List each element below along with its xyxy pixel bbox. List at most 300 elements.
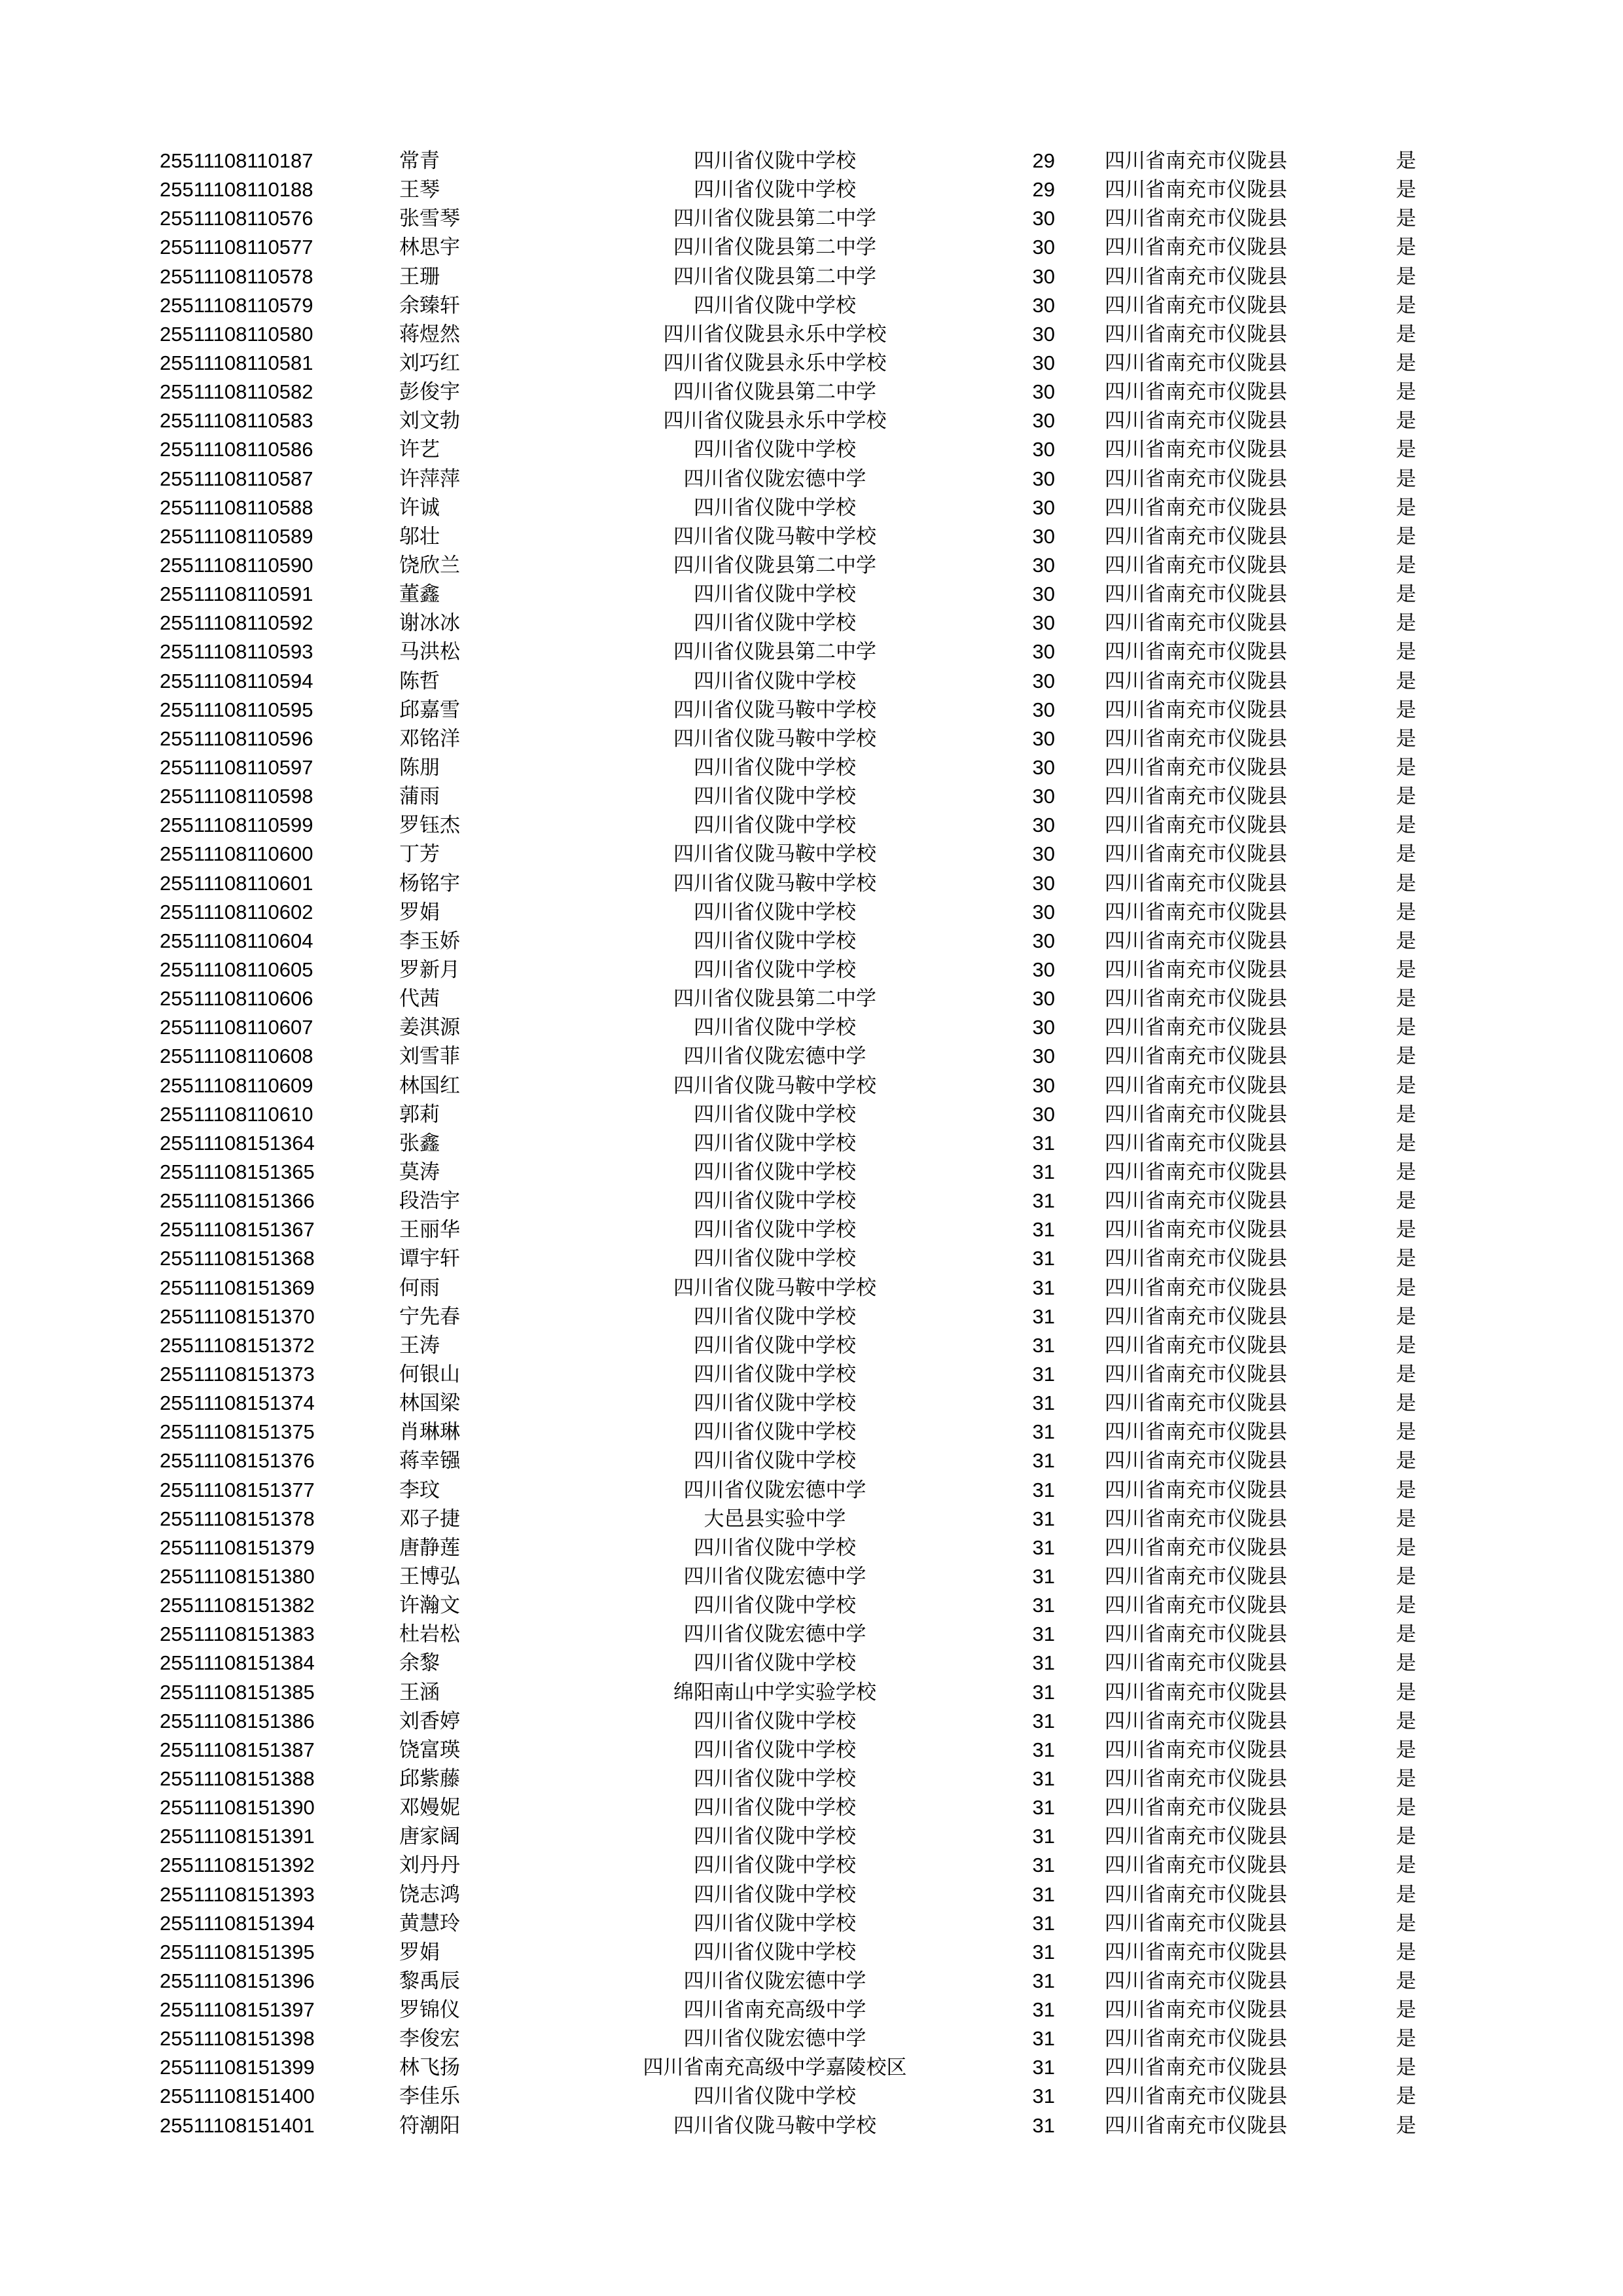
student-name-cell: 何银山 [399, 1362, 460, 1386]
student-name-cell: 邓嫚妮 [399, 1796, 460, 1820]
student-name-cell: 饶欣兰 [399, 554, 460, 578]
school-cell: 四川省仪陇中学校 [694, 1449, 856, 1473]
region-cell: 四川省南充市仪陇县 [1105, 524, 1287, 548]
school-cell: 绵阳南山中学实验学校 [673, 1680, 876, 1704]
school-cell: 四川省仪陇中学校 [694, 1882, 856, 1907]
region-cell: 四川省南充市仪陇县 [1105, 1767, 1287, 1791]
status-flag-cell: 是 [1396, 1969, 1416, 1993]
exam-id-cell: 25511108110610 [160, 1102, 313, 1126]
student-name-cell: 常青 [399, 149, 440, 173]
table-row [160, 1389, 1423, 1418]
school-cell: 四川省仪陇马鞍中学校 [673, 726, 876, 751]
region-cell: 四川省南充市仪陇县 [1105, 2113, 1287, 2138]
exam-id-cell: 25511108110586 [160, 438, 313, 461]
student-name-cell: 李俊宏 [399, 2027, 460, 2051]
status-flag-cell: 是 [1396, 236, 1416, 260]
table-row [160, 349, 1423, 378]
exam-id-cell: 25511108151366 [160, 1189, 315, 1213]
school-cell: 四川省仪陇中学校 [694, 178, 856, 202]
school-cell: 四川省仪陇宏德中学 [683, 467, 866, 491]
score-cell: 30 [1032, 293, 1055, 317]
score-cell: 30 [1032, 929, 1055, 952]
student-name-cell: 王丽华 [399, 1218, 460, 1242]
student-name-cell: 邱紫藤 [399, 1767, 460, 1791]
school-cell: 四川省仪陇中学校 [694, 1247, 856, 1271]
student-name-cell: 姜淇源 [399, 1016, 460, 1040]
exam-id-cell: 25511108151373 [160, 1362, 315, 1386]
school-cell: 四川省仪陇中学校 [694, 611, 856, 636]
school-cell: 四川省仪陇中学校 [694, 1594, 856, 1618]
status-flag-cell: 是 [1396, 1276, 1416, 1300]
status-flag-cell: 是 [1396, 178, 1416, 202]
region-cell: 四川省南充市仪陇县 [1105, 293, 1287, 317]
status-flag-cell: 是 [1396, 1594, 1416, 1618]
student-name-cell: 罗新月 [399, 958, 460, 982]
status-flag-cell: 是 [1396, 1998, 1416, 2022]
exam-id-cell: 25511108151393 [160, 1882, 315, 1906]
status-flag-cell: 是 [1396, 900, 1416, 924]
score-cell: 30 [1032, 669, 1055, 692]
status-flag-cell: 是 [1396, 1478, 1416, 1502]
student-name-cell: 林思宇 [399, 236, 460, 260]
exam-id-cell: 25511108151399 [160, 2056, 315, 2079]
school-cell: 四川省仪陇中学校 [694, 1796, 856, 1820]
exam-id-cell: 25511108151394 [160, 1911, 315, 1935]
exam-id-cell: 25511108151368 [160, 1247, 315, 1270]
exam-id-cell: 25511108151387 [160, 1738, 315, 1761]
region-cell: 四川省南充市仪陇县 [1105, 1420, 1287, 1444]
score-cell: 31 [1032, 1969, 1055, 1992]
table-row [160, 1158, 1423, 1187]
table-row [160, 1562, 1423, 1591]
region-cell: 四川省南充市仪陇县 [1105, 1564, 1287, 1588]
region-cell: 四川省南充市仪陇县 [1105, 1623, 1287, 1647]
score-cell: 31 [1032, 1998, 1055, 2022]
table-row [160, 1071, 1423, 1100]
region-cell: 四川省南充市仪陇县 [1105, 1333, 1287, 1357]
score-cell: 31 [1032, 1738, 1055, 1761]
status-flag-cell: 是 [1396, 1911, 1416, 1935]
table-row [160, 1100, 1423, 1129]
exam-id-cell: 25511108110591 [160, 583, 313, 606]
exam-id-cell: 25511108110599 [160, 814, 313, 837]
table-row [160, 840, 1423, 869]
region-cell: 四川省南充市仪陇县 [1105, 1391, 1287, 1416]
region-cell: 四川省南充市仪陇县 [1105, 1796, 1287, 1820]
student-name-cell: 林飞扬 [399, 2056, 460, 2080]
exam-id-cell: 25511108110592 [160, 611, 313, 635]
table-row [160, 1273, 1423, 1302]
score-cell: 30 [1032, 842, 1055, 866]
school-cell: 四川省仪陇中学校 [694, 1825, 856, 1849]
school-cell: 四川省仪陇宏德中学 [683, 1969, 866, 1993]
exam-id-cell: 25511108110577 [160, 236, 313, 259]
student-name-cell: 林国梁 [399, 1391, 460, 1416]
table-row [160, 2053, 1423, 2082]
region-cell: 四川省南充市仪陇县 [1105, 2085, 1287, 2109]
region-cell: 四川省南充市仪陇县 [1105, 207, 1287, 231]
student-name-cell: 罗娟 [399, 900, 440, 924]
school-cell: 四川省仪陇马鞍中学校 [673, 524, 876, 548]
region-cell: 四川省南充市仪陇县 [1105, 1362, 1287, 1386]
region-cell: 四川省南充市仪陇县 [1105, 785, 1287, 809]
region-cell: 四川省南充市仪陇县 [1105, 380, 1287, 404]
school-cell: 四川省仪陇中学校 [694, 1651, 856, 1676]
exam-id-cell: 25511108110587 [160, 467, 313, 490]
exam-id-cell: 25511108110609 [160, 1073, 313, 1097]
score-cell: 31 [1032, 1535, 1055, 1559]
exam-id-cell: 25511108110604 [160, 929, 313, 952]
score-cell: 30 [1032, 322, 1055, 346]
school-cell: 四川省仪陇中学校 [694, 814, 856, 838]
status-flag-cell: 是 [1396, 380, 1416, 404]
region-cell: 四川省南充市仪陇县 [1105, 1102, 1287, 1126]
table-row [160, 1707, 1423, 1736]
school-cell: 四川省仪陇中学校 [694, 1304, 856, 1329]
status-flag-cell: 是 [1396, 785, 1416, 809]
exam-id-cell: 25511108110606 [160, 987, 313, 1011]
status-flag-cell: 是 [1396, 495, 1416, 520]
status-flag-cell: 是 [1396, 2056, 1416, 2080]
school-cell: 四川省仪陇中学校 [694, 785, 856, 809]
score-cell: 31 [1032, 1160, 1055, 1183]
score-cell: 30 [1032, 900, 1055, 924]
score-cell: 30 [1032, 380, 1055, 404]
region-cell: 四川省南充市仪陇县 [1105, 554, 1287, 578]
exam-id-cell: 25511108110593 [160, 640, 313, 664]
region-cell: 四川省南充市仪陇县 [1105, 264, 1287, 289]
exam-id-cell: 25511108151400 [160, 2085, 315, 2108]
student-name-cell: 刘雪菲 [399, 1045, 460, 1069]
student-name-cell: 张鑫 [399, 1131, 440, 1155]
school-cell: 四川省仪陇马鞍中学校 [673, 2113, 876, 2138]
region-cell: 四川省南充市仪陇县 [1105, 1969, 1287, 1993]
exam-id-cell: 25511108151378 [160, 1507, 315, 1530]
status-flag-cell: 是 [1396, 1016, 1416, 1040]
status-flag-cell: 是 [1396, 524, 1416, 548]
exam-id-cell: 25511108110582 [160, 380, 313, 404]
status-flag-cell: 是 [1396, 1854, 1416, 1878]
exam-id-cell: 25511108110607 [160, 1016, 313, 1039]
status-flag-cell: 是 [1396, 640, 1416, 664]
score-cell: 30 [1032, 987, 1055, 1011]
exam-id-cell: 25511108110588 [160, 495, 313, 519]
school-cell: 四川省仪陇县第二中学 [673, 554, 876, 578]
table-row [160, 869, 1423, 898]
score-cell: 31 [1032, 1247, 1055, 1270]
school-cell: 四川省仪陇中学校 [694, 958, 856, 982]
score-cell: 31 [1032, 1825, 1055, 1848]
region-cell: 四川省南充市仪陇县 [1105, 1738, 1287, 1762]
status-flag-cell: 是 [1396, 814, 1416, 838]
exam-id-cell: 25511108151379 [160, 1535, 315, 1559]
table-row [160, 1793, 1423, 1822]
exam-id-cell: 25511108151364 [160, 1131, 315, 1155]
table-row [160, 175, 1423, 204]
table-row [160, 1013, 1423, 1042]
student-name-cell: 蒋幸镪 [399, 1449, 460, 1473]
status-flag-cell: 是 [1396, 322, 1416, 346]
table-row [160, 1822, 1423, 1851]
exam-id-cell: 25511108151365 [160, 1160, 315, 1183]
status-flag-cell: 是 [1396, 149, 1416, 173]
student-name-cell: 陈朋 [399, 756, 440, 780]
region-cell: 四川省南充市仪陇县 [1105, 669, 1287, 693]
school-cell: 四川省仪陇中学校 [694, 1016, 856, 1040]
region-cell: 四川省南充市仪陇县 [1105, 1045, 1287, 1069]
status-flag-cell: 是 [1396, 293, 1416, 317]
table-row [160, 2024, 1423, 2053]
table-row [160, 1880, 1423, 1909]
region-cell: 四川省南充市仪陇县 [1105, 2056, 1287, 2080]
school-cell: 四川省仪陇中学校 [694, 1102, 856, 1126]
score-cell: 30 [1032, 958, 1055, 981]
student-name-cell: 罗钰杰 [399, 814, 460, 838]
table-row [160, 956, 1423, 984]
school-cell: 四川省仪陇马鞍中学校 [673, 1073, 876, 1098]
school-cell: 四川省仪陇宏德中学 [683, 2027, 866, 2051]
school-cell: 四川省仪陇县第二中学 [673, 987, 876, 1011]
school-cell: 四川省仪陇县第二中学 [673, 640, 876, 664]
student-name-cell: 郭莉 [399, 1102, 440, 1126]
student-name-cell: 段浩宇 [399, 1189, 460, 1213]
table-row [160, 2111, 1423, 2140]
exam-id-cell: 25511108151392 [160, 1854, 315, 1877]
region-cell: 四川省南充市仪陇县 [1105, 987, 1287, 1011]
student-name-cell: 罗锦仪 [399, 1998, 460, 2022]
exam-id-cell: 25511108151369 [160, 1276, 315, 1299]
student-name-cell: 刘丹丹 [399, 1854, 460, 1878]
student-name-cell: 陈哲 [399, 669, 440, 693]
score-cell: 30 [1032, 524, 1055, 548]
table-row [160, 667, 1423, 696]
region-cell: 四川省南充市仪陇县 [1105, 1189, 1287, 1213]
table-row [160, 1475, 1423, 1504]
table-row [160, 1215, 1423, 1244]
score-cell: 30 [1032, 554, 1055, 577]
score-cell: 31 [1032, 2056, 1055, 2079]
exam-id-cell: 25511108110583 [160, 409, 313, 433]
school-cell: 四川省仪陇宏德中学 [683, 1623, 866, 1647]
student-name-cell: 邓铭洋 [399, 726, 460, 751]
score-cell: 31 [1032, 1478, 1055, 1501]
region-cell: 四川省南充市仪陇县 [1105, 236, 1287, 260]
status-flag-cell: 是 [1396, 2113, 1416, 2138]
table-row [160, 435, 1423, 464]
exam-id-cell: 25511108151401 [160, 2113, 315, 2137]
exam-id-cell: 25511108151372 [160, 1333, 315, 1357]
table-row [160, 1129, 1423, 1158]
student-name-cell: 丁芳 [399, 842, 440, 867]
exam-id-cell: 25511108151385 [160, 1680, 315, 1704]
region-cell: 四川省南充市仪陇县 [1105, 1160, 1287, 1184]
region-cell: 四川省南充市仪陇县 [1105, 1854, 1287, 1878]
student-name-cell: 张雪琴 [399, 207, 460, 231]
score-cell: 30 [1032, 438, 1055, 461]
student-name-cell: 宁先春 [399, 1304, 460, 1329]
school-cell: 四川省仪陇宏德中学 [683, 1564, 866, 1588]
status-flag-cell: 是 [1396, 611, 1416, 636]
exam-id-cell: 25511108110589 [160, 524, 313, 548]
region-cell: 四川省南充市仪陇县 [1105, 1594, 1287, 1618]
score-cell: 30 [1032, 1073, 1055, 1097]
student-name-cell: 莫涛 [399, 1160, 440, 1184]
table-row [160, 1909, 1423, 1938]
table-row [160, 984, 1423, 1013]
score-cell: 30 [1032, 264, 1055, 288]
score-cell: 29 [1032, 178, 1055, 202]
school-cell: 四川省仪陇县第二中学 [673, 264, 876, 289]
school-cell: 四川省仪陇中学校 [694, 669, 856, 693]
status-flag-cell: 是 [1396, 1651, 1416, 1676]
exam-id-cell: 25511108110600 [160, 842, 313, 866]
status-flag-cell: 是 [1396, 987, 1416, 1011]
status-flag-cell: 是 [1396, 1507, 1416, 1531]
student-name-cell: 王涛 [399, 1333, 440, 1357]
exam-id-cell: 25511108110595 [160, 698, 313, 721]
table-row [160, 927, 1423, 956]
status-flag-cell: 是 [1396, 409, 1416, 433]
score-cell: 31 [1032, 1189, 1055, 1213]
status-flag-cell: 是 [1396, 438, 1416, 462]
table-row [160, 1938, 1423, 1967]
region-cell: 四川省南充市仪陇县 [1105, 467, 1287, 491]
exam-id-cell: 25511108151386 [160, 1709, 315, 1732]
table-row [160, 1331, 1423, 1360]
region-cell: 四川省南充市仪陇县 [1105, 178, 1287, 202]
exam-id-cell: 25511108110608 [160, 1045, 313, 1068]
student-name-cell: 唐家阔 [399, 1825, 460, 1849]
table-row [160, 811, 1423, 840]
school-cell: 四川省仪陇中学校 [694, 1189, 856, 1213]
table-row [160, 1765, 1423, 1793]
table-row [160, 1446, 1423, 1475]
status-flag-cell: 是 [1396, 756, 1416, 780]
school-cell: 四川省仪陇马鞍中学校 [673, 842, 876, 867]
exam-id-cell: 25511108151396 [160, 1969, 315, 1992]
status-flag-cell: 是 [1396, 871, 1416, 895]
student-name-cell: 饶志鸿 [399, 1882, 460, 1907]
table-row [160, 262, 1423, 291]
exam-id-cell: 25511108151384 [160, 1651, 315, 1675]
roster-table [160, 147, 1423, 2140]
student-name-cell: 符潮阳 [399, 2113, 460, 2138]
score-cell: 30 [1032, 207, 1055, 230]
exam-id-cell: 25511108110580 [160, 322, 313, 346]
region-cell: 四川省南充市仪陇县 [1105, 1825, 1287, 1849]
score-cell: 31 [1032, 2113, 1055, 2137]
status-flag-cell: 是 [1396, 1796, 1416, 1820]
status-flag-cell: 是 [1396, 698, 1416, 722]
score-cell: 31 [1032, 2027, 1055, 2051]
region-cell: 四川省南充市仪陇县 [1105, 1304, 1287, 1329]
student-name-cell: 代茜 [399, 987, 440, 1011]
exam-id-cell: 25511108151375 [160, 1420, 315, 1444]
student-name-cell: 何雨 [399, 1276, 440, 1300]
school-cell: 四川省仪陇中学校 [694, 1854, 856, 1878]
region-cell: 四川省南充市仪陇县 [1105, 495, 1287, 520]
score-cell: 31 [1032, 1882, 1055, 1906]
score-cell: 31 [1032, 1507, 1055, 1530]
school-cell: 四川省仪陇中学校 [694, 1131, 856, 1155]
status-flag-cell: 是 [1396, 1564, 1416, 1588]
school-cell: 四川省仪陇中学校 [694, 1160, 856, 1184]
student-name-cell: 李玟 [399, 1478, 440, 1502]
score-cell: 31 [1032, 1391, 1055, 1415]
region-cell: 四川省南充市仪陇县 [1105, 871, 1287, 895]
school-cell: 四川省仪陇中学校 [694, 1940, 856, 1964]
region-cell: 四川省南充市仪陇县 [1105, 1247, 1287, 1271]
school-cell: 四川省南充高级中学 [683, 1998, 866, 2022]
status-flag-cell: 是 [1396, 669, 1416, 693]
school-cell: 四川省仪陇县永乐中学校 [663, 351, 887, 376]
student-name-cell: 彭俊宇 [399, 380, 460, 404]
table-row [160, 782, 1423, 811]
status-flag-cell: 是 [1396, 583, 1416, 607]
school-cell: 四川省南充高级中学嘉陵校区 [643, 2056, 907, 2080]
status-flag-cell: 是 [1396, 929, 1416, 953]
table-row [160, 637, 1423, 666]
exam-id-cell: 25511108110188 [160, 178, 313, 202]
student-name-cell: 刘文勃 [399, 409, 460, 433]
region-cell: 四川省南充市仪陇县 [1105, 1276, 1287, 1300]
region-cell: 四川省南充市仪陇县 [1105, 756, 1287, 780]
student-name-cell: 马洪松 [399, 640, 460, 664]
score-cell: 31 [1032, 1623, 1055, 1646]
school-cell: 四川省仪陇马鞍中学校 [673, 698, 876, 722]
school-cell: 四川省仪陇中学校 [694, 1911, 856, 1935]
score-cell: 31 [1032, 1333, 1055, 1357]
score-cell: 30 [1032, 409, 1055, 433]
table-row [160, 1677, 1423, 1706]
status-flag-cell: 是 [1396, 264, 1416, 289]
table-row [160, 1620, 1423, 1649]
score-cell: 30 [1032, 1016, 1055, 1039]
student-name-cell: 林国红 [399, 1073, 460, 1098]
status-flag-cell: 是 [1396, 1680, 1416, 1704]
score-cell: 30 [1032, 495, 1055, 519]
student-name-cell: 王琴 [399, 178, 440, 202]
school-cell: 四川省仪陇中学校 [694, 438, 856, 462]
score-cell: 31 [1032, 1767, 1055, 1790]
score-cell: 31 [1032, 1449, 1055, 1473]
status-flag-cell: 是 [1396, 1825, 1416, 1849]
region-cell: 四川省南充市仪陇县 [1105, 900, 1287, 924]
student-name-cell: 唐静莲 [399, 1535, 460, 1560]
table-row [160, 1302, 1423, 1331]
score-cell: 31 [1032, 1854, 1055, 1877]
status-flag-cell: 是 [1396, 1940, 1416, 1964]
region-cell: 四川省南充市仪陇县 [1105, 438, 1287, 462]
region-cell: 四川省南充市仪陇县 [1105, 640, 1287, 664]
table-row [160, 378, 1423, 406]
region-cell: 四川省南充市仪陇县 [1105, 583, 1287, 607]
exam-id-cell: 25511108110576 [160, 207, 313, 230]
status-flag-cell: 是 [1396, 1073, 1416, 1098]
region-cell: 四川省南充市仪陇县 [1105, 409, 1287, 433]
status-flag-cell: 是 [1396, 1247, 1416, 1271]
region-cell: 四川省南充市仪陇县 [1105, 611, 1287, 636]
status-flag-cell: 是 [1396, 1449, 1416, 1473]
student-name-cell: 罗娟 [399, 1940, 440, 1964]
table-row [160, 696, 1423, 725]
student-name-cell: 许萍萍 [399, 467, 460, 491]
school-cell: 四川省仪陇县第二中学 [673, 207, 876, 231]
table-row [160, 1996, 1423, 2024]
status-flag-cell: 是 [1396, 1102, 1416, 1126]
region-cell: 四川省南充市仪陇县 [1105, 1940, 1287, 1964]
student-name-cell: 邬壮 [399, 524, 440, 548]
